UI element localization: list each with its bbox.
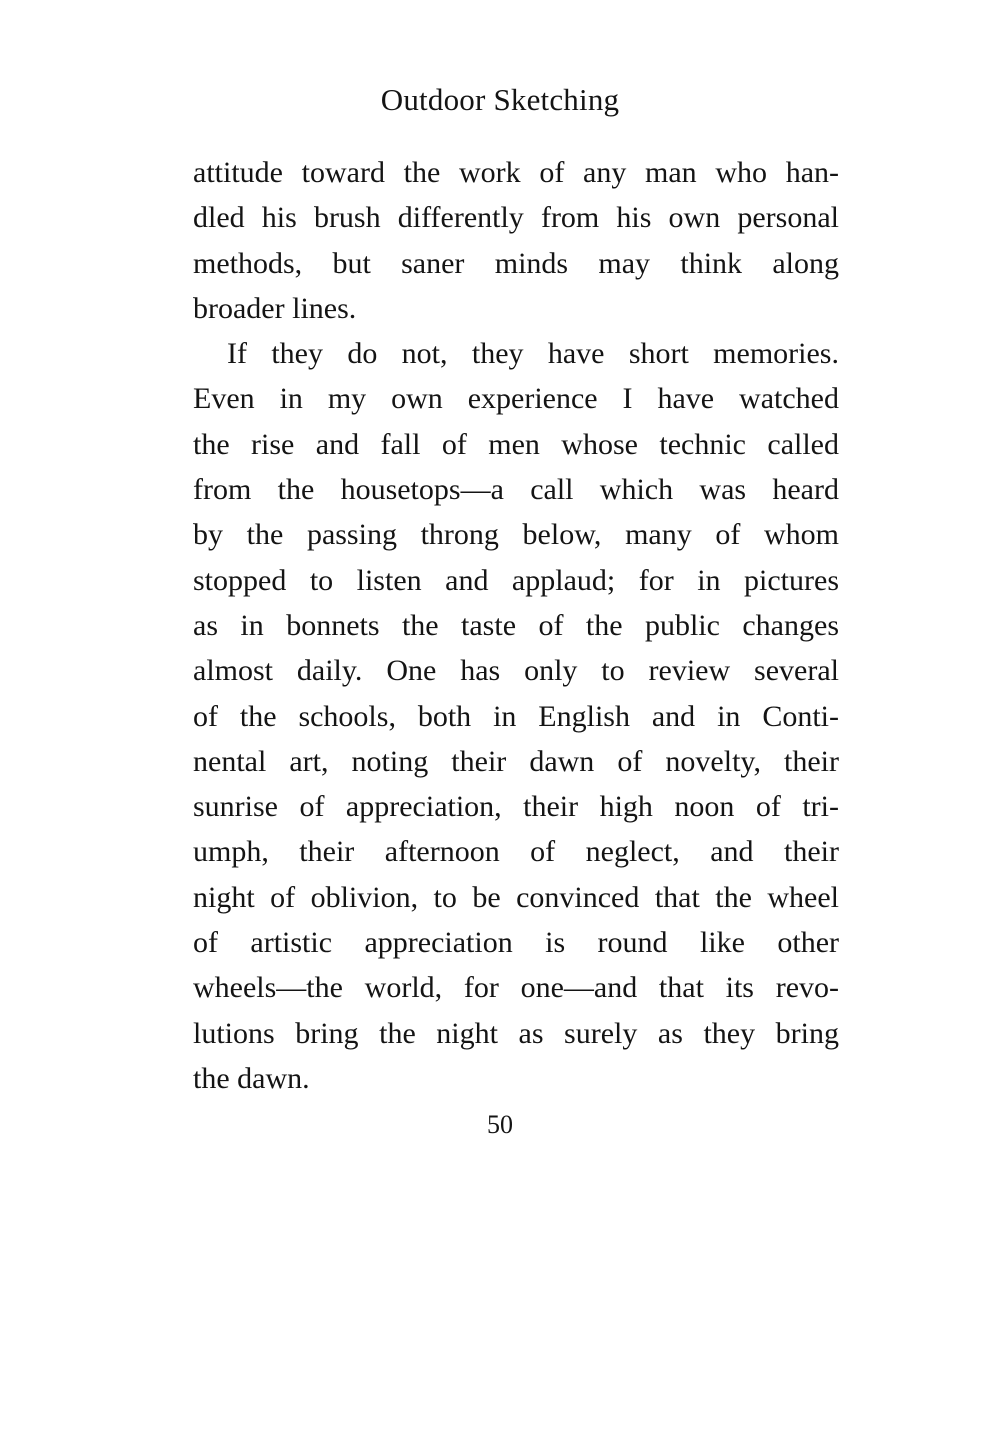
text-line: the rise and fall of men whose technic called — [193, 427, 839, 461]
text-line: Even in my own experience I have watched — [193, 382, 839, 416]
page-number: 50 — [487, 1110, 513, 1139]
text-line: attitude toward the work of any man who han- — [193, 156, 839, 189]
text-line: methods, but saner minds may think along — [193, 246, 839, 280]
body-text — [193, 150, 839, 1101]
text-line: the dawn. — [193, 1061, 310, 1095]
text-line: as in bonnets the taste of the public changes — [193, 608, 839, 642]
text-line: of artistic appreciation is round like other — [193, 926, 839, 960]
text-line: broader lines. — [193, 291, 357, 325]
text-line: If they do not, they have short memories. — [227, 337, 839, 371]
text-line: night of oblivion, to be convinced that the wheel — [193, 880, 839, 914]
text-line: umph, their afternoon of neglect, and their — [193, 835, 839, 869]
text-line: wheels—the world, for one—and that its revo- — [193, 971, 839, 1005]
text-line: dled his brush differently from his own personal — [193, 201, 839, 235]
text-line: by the passing throng below, many of whom — [193, 518, 839, 552]
paragraph-2 — [193, 331, 839, 1101]
text-line: from the housetops—a call which was heard — [193, 473, 839, 507]
text-line: almost daily. One has only to review several — [193, 654, 839, 688]
text-line: nental art, noting their dawn of novelty, their — [193, 744, 839, 778]
text-line: stopped to listen and applaud; for in pictures — [193, 563, 839, 597]
running-head: Outdoor Sketching — [380, 82, 620, 117]
text-line: sunrise of appreciation, their high noon of tri- — [193, 790, 839, 824]
paragraph-1 — [193, 150, 839, 331]
text-line: lutions bring the night as surely as they bring — [193, 1016, 839, 1050]
text-line: of the schools, both in English and in Conti- — [193, 699, 839, 733]
